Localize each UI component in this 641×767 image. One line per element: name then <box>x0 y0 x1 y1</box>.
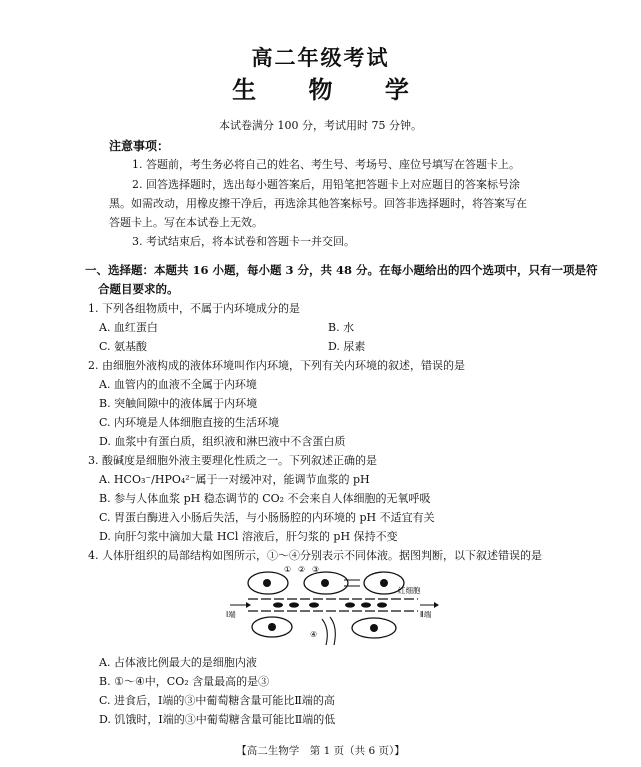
cell-nucleus-5 <box>370 624 378 632</box>
q3-option-c: C. 胃蛋白酶进入小肠后失活，与小肠肠腔的内环境的 pH 不适宜有关 <box>99 511 435 524</box>
subject-title: 生 物 学 <box>232 75 431 104</box>
red-blood-cell <box>273 602 283 607</box>
q1-option-c: C. 氨基酸 <box>99 340 148 353</box>
rbc-label: 红细胞 <box>398 586 421 595</box>
red-blood-cell <box>309 602 319 607</box>
note-line-1: 1. 答题前，考生务必将自己的姓名、考生号、考场号、座位号填写在答题卡上。 <box>132 158 520 171</box>
label-4: ④ <box>310 630 318 639</box>
notes-title: 注意事项： <box>109 139 170 153</box>
red-blood-cell <box>361 602 371 607</box>
lymph-vessel-wall <box>330 617 335 645</box>
question-3-stem: 3. 酸碱度是细胞外液主要理化性质之一。下列叙述正确的是 <box>88 454 377 467</box>
q4-option-c: C. 进食后，Ⅰ端的③中葡萄糖含量可能比Ⅱ端的高 <box>99 694 335 707</box>
red-blood-cell <box>345 602 355 607</box>
page-footer: 【高二生物学 第 1 页（共 6 页）】 <box>236 745 405 757</box>
cell-nucleus-2 <box>321 579 329 587</box>
section-heading-line-2: 合题目要求的。 <box>98 282 179 296</box>
label-2: ② <box>298 565 306 574</box>
q3-option-d: D. 向肝匀浆中滴加大量 HCl 溶液后，肝匀浆的 pH 保持不变 <box>99 530 398 543</box>
q1-option-b: B. 水 <box>328 321 355 334</box>
end-1-label: Ⅰ端 <box>226 610 236 619</box>
q4-option-b: B. ①～④中，CO₂ 含量最高的是③ <box>99 675 270 688</box>
q2-option-c: C. 内环境是人体细胞直接的生活环境 <box>99 416 280 429</box>
flow-arrowhead <box>434 602 439 608</box>
exam-subtitle: 本试卷满分 100 分，考试用时 75 分钟。 <box>219 119 422 132</box>
q2-option-a: A. 血管内的血液不全属于内环境 <box>99 378 257 391</box>
question-2-stem: 2. 由细胞外液构成的液体环境叫作内环境，下列有关内环境的叙述，错误的是 <box>88 359 465 372</box>
note-line-2: 2. 回答选择题时，选出每小题答案后，用铅笔把答题卡上对应题目的答案标号涂 <box>132 178 520 191</box>
exam-title: 高二年级考试 <box>251 45 390 70</box>
question-4-stem: 4. 人体肝组织的局部结构如图所示，①～④分别表示不同体液。据图判断，以下叙述错误的是 <box>88 549 542 562</box>
q4-option-a: A. 占体液比例最大的是细胞内液 <box>99 656 257 669</box>
lymph-vessel-wall <box>322 619 327 645</box>
cell-nucleus-1 <box>263 579 271 587</box>
note-line-3: 黑。如需改动，用橡皮擦干净后，再选涂其他答案标号。回答非选择题时，将答案写在 <box>109 197 527 210</box>
note-line-4: 答题卡上。写在本试卷上无效。 <box>109 216 263 229</box>
flow-arrowhead <box>246 602 251 608</box>
q2-option-b: B. 突触间隙中的液体属于内环境 <box>99 397 258 410</box>
q3-option-b: B. 参与人体血浆 pH 稳态调节的 CO₂ 不会来自人体细胞的无氧呼吸 <box>99 492 431 505</box>
liver-tissue-diagram <box>226 563 441 647</box>
note-line-5: 3. 考试结束后，将本试卷和答题卡一并交回。 <box>132 235 355 248</box>
section-heading-line-1: 一、选择题：本题共 16 小题，每小题 3 分，共 48 分。在每小题给出的四个选项中，只有一项是符 <box>85 263 598 277</box>
end-2-label: Ⅱ端 <box>420 610 432 619</box>
q1-option-a: A. 血红蛋白 <box>99 321 158 334</box>
q1-option-d: D. 尿素 <box>328 340 366 353</box>
label-1: ① <box>284 565 292 574</box>
q2-option-d: D. 血浆中有蛋白质，组织液和淋巴液中不含蛋白质 <box>99 435 346 448</box>
q3-option-a: A. HCO₃⁻/HPO₄²⁻属于一对缓冲对，能调节血浆的 pH <box>99 473 370 486</box>
red-blood-cell <box>377 602 387 607</box>
cell-nucleus-4 <box>268 623 276 631</box>
cell-nucleus-3 <box>380 579 388 587</box>
red-blood-cell <box>289 602 299 607</box>
label-3: ③ <box>312 565 320 574</box>
q4-option-d: D. 饥饿时，Ⅰ端的③中葡萄糖含量可能比Ⅱ端的低 <box>99 713 336 726</box>
question-1-stem: 1. 下列各组物质中，不属于内环境成分的是 <box>88 302 300 315</box>
